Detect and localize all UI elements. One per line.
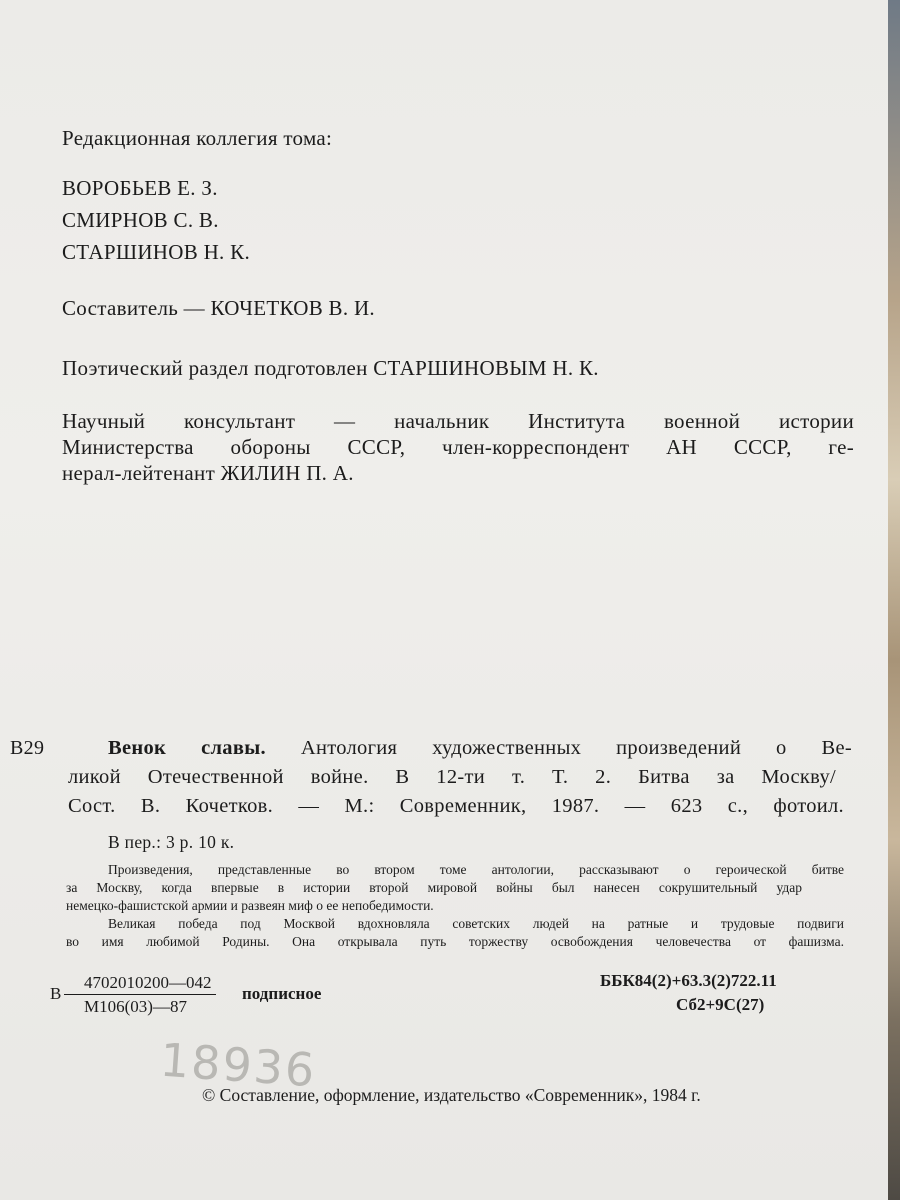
editor-name: ВОРОБЬЕВ Е. З. bbox=[62, 176, 218, 200]
sb-code: Сб2+9С(27) bbox=[676, 995, 765, 1014]
poetry-section-line: Поэтический раздел подготовлен СТАРШИНОВЫМ Н. К. bbox=[62, 356, 599, 380]
handwritten-number: 18936 bbox=[158, 1032, 319, 1098]
editors-list bbox=[62, 174, 250, 266]
background-photo-edge bbox=[888, 0, 900, 1200]
bbk-code: ББК84(2)+63.3(2)722.11 bbox=[600, 971, 777, 990]
annotation-paragraph: Произведения, представленные во втором томе антологии, рассказывают о героической битве за Москву, когда впервые в истории второй мировой войны был нанесен сокрушительный удар немецко-фашистской армии и развеян миф о ее непобедимости. Великая победа под Москвой вдохновляла советских людей на ратные и трудовые подвиги во имя любимой Родины. Она открывала путь торжеству освобождения человечества от фашизма. bbox=[66, 862, 844, 949]
catalog-index: В29 bbox=[10, 737, 45, 759]
classification-letter: В bbox=[50, 984, 62, 1003]
classification-numerator: 4702010200—042 bbox=[64, 972, 216, 995]
consultant-paragraph: Научный консультант — начальник Института военной истории Министерства обороны СССР, член-корреспондент АН СССР, ге- нерал-лейтенант ЖИЛИН П. А. bbox=[62, 409, 854, 485]
editorial-board-heading: Редакционная коллегия тома: bbox=[62, 126, 333, 150]
editor-name: СТАРШИНОВ Н. К. bbox=[62, 240, 250, 264]
editor-name: СМИРНОВ С. В. bbox=[62, 208, 219, 232]
copyright-line: © Составление, оформление, издательство «Современник», 1984 г. bbox=[202, 1085, 701, 1105]
book-title: Венок славы. bbox=[108, 737, 266, 759]
catalog-entry: Венок славы. Антология художественных произведений о Ве- ликой Отечественной войне. В 12-ти т. Т. 2. Битва за Москву/ Сост. В. Кочетков. — М.: Современник, 1987. — 623 с., фотоил. bbox=[68, 737, 852, 817]
compiler-line: Составитель — КОЧЕТКОВ В. И. bbox=[62, 296, 375, 320]
price-line: В пер.: 3 р. 10 к. bbox=[108, 832, 235, 852]
subscription-note: подписное bbox=[242, 984, 322, 1003]
classification-denominator: М106(03)—87 bbox=[84, 997, 187, 1016]
